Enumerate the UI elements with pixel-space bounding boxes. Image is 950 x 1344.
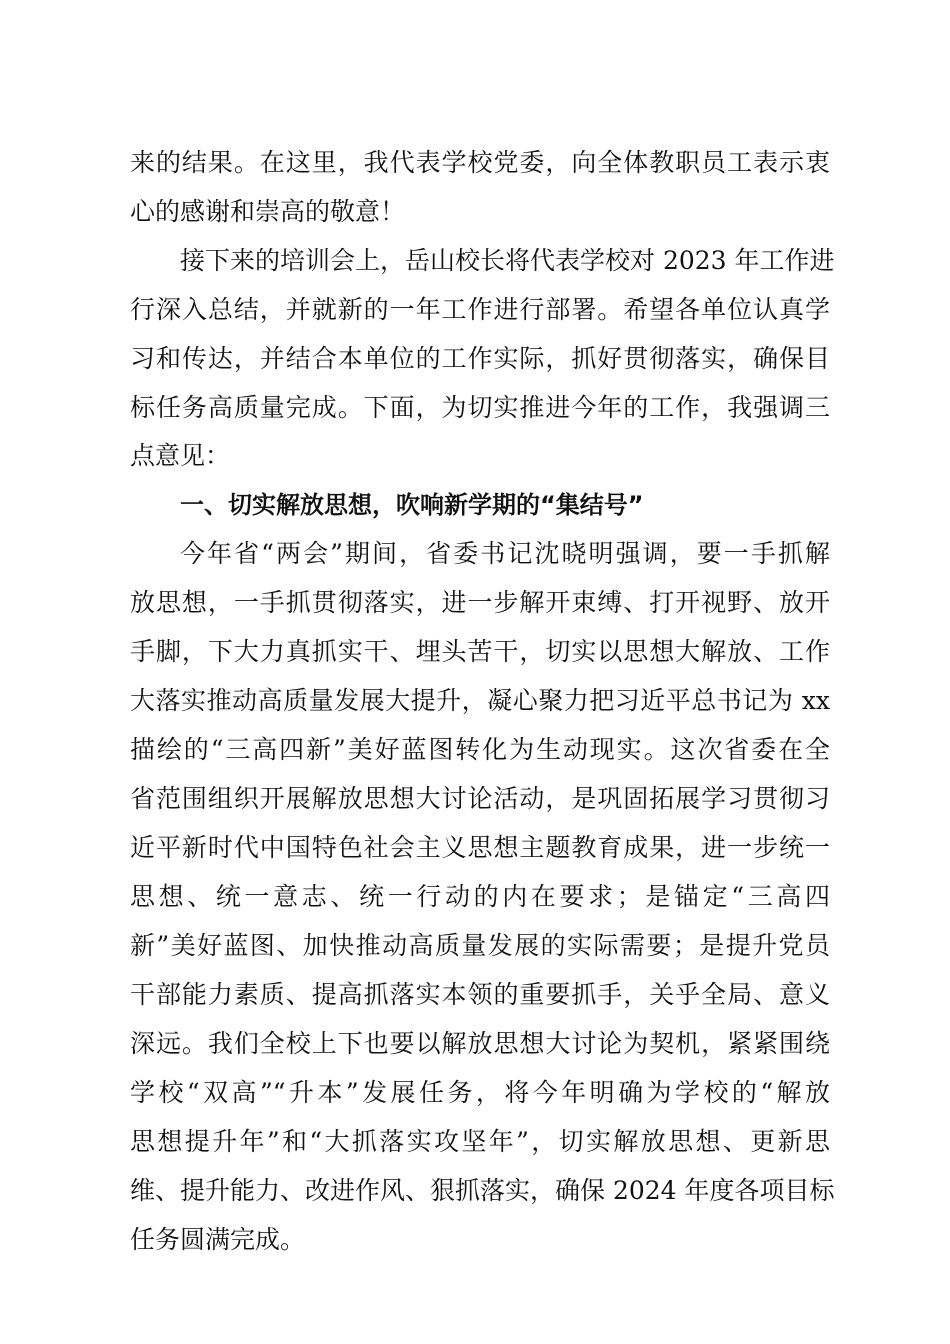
text-line: 近平新时代中国特色社会主义思想主题教育成果，进一步统一 <box>130 833 830 862</box>
text-line: 任务圆满完成。 <box>130 1225 306 1254</box>
text-line: 干部能力素质、提高抓落实本领的重要抓手，关乎全局、意义 <box>130 980 830 1009</box>
text-line: 习和传达，并结合本单位的工作实际，抓好贯彻落实，确保目 <box>130 344 830 373</box>
text-line: 思想、统一意志、统一行动的内在要求；是锚定“三高四 <box>130 882 830 911</box>
text-line: 心的感谢和崇高的敬意！ <box>130 197 406 226</box>
text-line: 大落实推动高质量发展大提升，凝心聚力把习近平总书记为 xx <box>130 686 830 715</box>
text-line: 新”美好蓝图、加快推动高质量发展的实际需要；是提升党员 <box>130 931 830 960</box>
text-line: 思想提升年”和“大抓落实攻坚年”，切实解放思想、更新思 <box>130 1127 830 1156</box>
text-line: 接下来的培训会上，岳山校长将代表学校对 2023 年工作进 <box>180 246 835 275</box>
text-line: 手脚，下大力真抓实干、埋头苦干，切实以思想大解放、工作 <box>130 637 830 666</box>
text-line: 描绘的“三高四新”美好蓝图转化为生动现实。这次省委在全 <box>130 735 830 764</box>
text-line: 标任务高质量完成。下面，为切实推进今年的工作，我强调三 <box>130 393 830 422</box>
text-line: 深远。我们全校上下也要以解放思想大讨论为契机，紧紧围绕 <box>130 1029 830 1058</box>
text-line: 今年省“两会”期间，省委书记沈晓明强调，要一手抓解 <box>180 539 830 568</box>
text-line: 来的结果。在这里，我代表学校党委，向全体教职员工表示衷 <box>130 148 830 177</box>
text-line: 学校“双高”“升本”发展任务，将今年明确为学校的“解放 <box>130 1078 830 1107</box>
text-line: 省范围组织开展解放思想大讨论活动，是巩固拓展学习贯彻习 <box>130 784 830 813</box>
text-line: 放思想，一手抓贯彻落实，进一步解开束缚、打开视野、放开 <box>130 588 830 617</box>
text-line: 维、提升能力、改进作风、狠抓落实，确保 2024 年度各项目标 <box>130 1176 835 1205</box>
text-line: 行深入总结，并就新的一年工作进行部署。希望各单位认真学 <box>130 295 830 324</box>
text-line: 点意见： <box>130 441 231 470</box>
section-heading: 一、切实解放思想，吹响新学期的“集结号” <box>180 491 644 519</box>
